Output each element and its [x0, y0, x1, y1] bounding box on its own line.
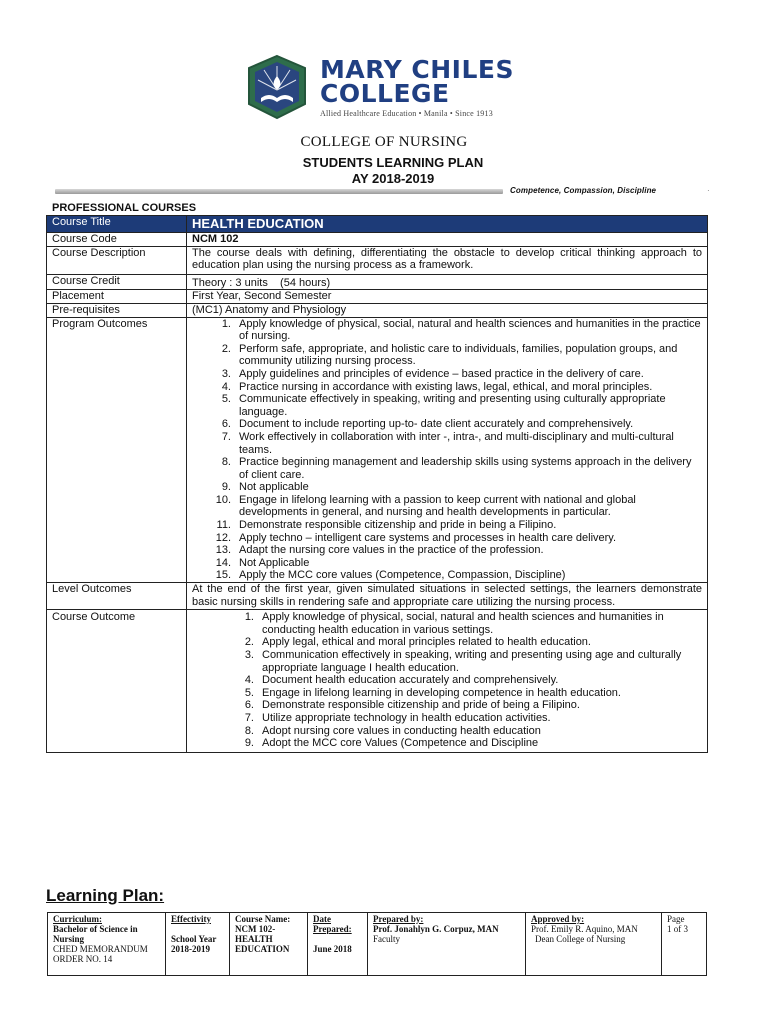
outcome-item [192, 674, 702, 687]
outcome-item [192, 519, 702, 532]
placement-value: First Year, Second Semester [187, 290, 708, 304]
effectivity-value-1: School Year [171, 934, 217, 944]
course-title-value: HEALTH EDUCATION [187, 216, 708, 233]
outcome-number: 13. [215, 544, 231, 557]
brand-tagline: Allied Healthcare Education • Manila • Since 1913 [320, 109, 493, 118]
section-heading: PROFESSIONAL COURSES [52, 202, 197, 214]
header-divider-bar [55, 189, 503, 194]
level-outcomes-value: At the end of the first year, given simulated situations in selected settings, the learners demonstrate basic nursing skills in rendering safe and appropriate care utilizing the nursing process. [187, 583, 708, 610]
brand-block [320, 55, 515, 118]
outcome-text: Apply knowledge of physical, social, natural and health sciences and humanities in conducting health education in various settings. [262, 611, 664, 636]
program-outcomes-row [47, 317, 708, 582]
course-credit-value: Theory : 3 units (54 hours) [187, 274, 708, 290]
date-prepared-label: Date Prepared: [313, 914, 352, 934]
outcome-number: 1. [221, 317, 231, 330]
course-code-value: NCM 102 [187, 233, 708, 247]
level-outcomes-row [47, 583, 708, 610]
course-credit-label: Course Credit [47, 274, 187, 290]
outcome-item [192, 494, 702, 519]
course-description-label: Course Description [47, 246, 187, 274]
outcome-number: 4. [221, 380, 231, 393]
outcome-text: Demonstrate responsible citizenship and pride of being a Filipino. [262, 699, 580, 712]
prepared-by-label: Prepared by: [373, 914, 424, 924]
approved-by-label: Approved by: [531, 914, 585, 924]
brand-name-line2: COLLEGE [320, 79, 450, 108]
outcome-number: 7. [221, 430, 231, 443]
footer-approved-cell [526, 913, 662, 976]
course-info-table [46, 215, 708, 753]
program-outcomes-cell [187, 317, 708, 582]
approved-by-role: Dean College of Nursing [535, 934, 626, 944]
outcome-item [192, 649, 702, 674]
outcome-item [192, 737, 702, 750]
outcome-number: 6. [221, 418, 231, 431]
outcome-text: Apply knowledge of physical, social, natural and health sciences and humanities in the practice of nursing. [239, 317, 701, 343]
outcome-number: 5. [244, 686, 254, 699]
outcome-text: Apply the MCC core values (Competence, Compassion, Discipline) [239, 569, 566, 582]
outcome-text: Perform safe, appropriate, and holistic care to individuals, families, population groups, and community utilizing nursing process. [239, 342, 678, 368]
plan-title: STUDENTS LEARNING PLAN [302, 155, 484, 170]
course-description-row [47, 246, 708, 274]
footer-date-cell [308, 913, 368, 976]
placement-label: Placement [47, 290, 187, 304]
page-label: Page [667, 914, 685, 924]
effectivity-value-2: 2018-2019 [171, 944, 210, 954]
outcome-item [192, 636, 702, 649]
outcome-item [192, 569, 702, 582]
outcome-item [192, 611, 702, 636]
outcome-text: Practice beginning management and leadership skills using systems approach in the delivery of client care. [239, 456, 692, 481]
date-prepared-value: June 2018 [313, 944, 352, 954]
learning-plan-heading: Learning Plan: [46, 886, 165, 905]
course-credit-row [47, 274, 708, 290]
outcome-item [192, 532, 702, 545]
outcome-number: 15. [215, 569, 231, 582]
curriculum-label: Curriculum: [53, 914, 102, 924]
outcome-text: Not Applicable [239, 556, 310, 569]
course-title-label: Course Title [47, 216, 187, 233]
course-code-label: Course Code [47, 233, 187, 247]
document-footer-table [47, 912, 707, 976]
outcome-item [192, 318, 702, 343]
outcome-number: 6. [244, 699, 254, 712]
outcome-number: 9. [244, 737, 254, 750]
outcome-text: Adapt the nursing core values in the practice of the profession. [239, 544, 544, 557]
outcome-item [192, 368, 702, 381]
course-outcome-row [47, 610, 708, 753]
outcome-number: 2. [244, 636, 254, 649]
outcome-item [192, 418, 702, 431]
prerequisites-row [47, 303, 708, 317]
outcome-text: Adopt the MCC core Values (Competence and Discipline [262, 737, 539, 750]
brand-name-line1: MARY CHILES [320, 55, 515, 84]
footer-row [48, 913, 707, 976]
prepared-by-name: Prof. Jonahlyn G. Corpuz, MAN [373, 924, 499, 934]
outcome-text: Document health education accurately and comprehensively. [262, 674, 559, 687]
outcome-number: 7. [244, 711, 254, 724]
outcome-item [192, 725, 702, 738]
prepared-by-role: Faculty [373, 934, 400, 944]
level-outcomes-label: Level Outcomes [47, 583, 187, 610]
prerequisites-label: Pre-requisites [47, 303, 187, 317]
outcome-text: Not applicable [239, 481, 309, 494]
outcome-item [192, 712, 702, 725]
outcome-text: Communicate effectively in speaking, writing and presenting using culturally appropriate language. [239, 393, 666, 418]
academic-year: AY 2018-2019 [351, 171, 435, 186]
outcome-item [192, 381, 702, 394]
outcome-item [192, 456, 702, 481]
outcome-number: 8. [244, 724, 254, 737]
outcome-text: Engage in lifelong learning in developing competence in health education. [262, 686, 621, 699]
outcome-text: Work effectively in collaboration with inter -, intra-, and multi-disciplinary and multi-cultural teams. [239, 430, 674, 456]
footer-curriculum-cell [48, 913, 166, 976]
effectivity-label: Effectivity [171, 914, 211, 924]
outcome-number: 3. [221, 367, 231, 380]
motto-trailing-mark: · [707, 186, 710, 195]
course-name-label: Course Name: [235, 914, 291, 924]
outcome-item [192, 687, 702, 700]
footer-effectivity-cell [166, 913, 230, 976]
outcome-text: Engage in lifelong learning with a passion to keep current with national and global developments in general, and nursing and health developments in particular. [239, 493, 636, 519]
outcome-number: 4. [244, 674, 254, 687]
program-outcomes-label: Program Outcomes [47, 317, 187, 582]
outcome-text: Document to include reporting up-to- date client accurately and comprehensively. [239, 418, 634, 431]
footer-page-cell [662, 913, 707, 976]
program-outcomes-list [192, 318, 702, 582]
outcome-number: 14. [215, 556, 231, 569]
course-name-value: NCM 102- HEALTH EDUCATION [235, 924, 290, 954]
outcome-item [192, 544, 702, 557]
outcome-text: Communication effectively in speaking, writing and presenting using age and culturally appropriate language I health education. [262, 649, 682, 674]
outcome-number: 3. [244, 649, 254, 661]
footer-prepared-cell [368, 913, 526, 976]
footer-course-name-cell [230, 913, 308, 976]
college-logo [236, 54, 318, 120]
course-outcome-cell [187, 610, 708, 753]
outcome-number: 5. [221, 393, 231, 406]
outcome-text: Adopt nursing core values in conducting health education [262, 724, 541, 737]
outcome-text: Apply techno – intelligent care systems and processes in health care delivery. [239, 531, 617, 544]
page-number: 1 of 3 [667, 924, 688, 934]
outcome-item [192, 431, 702, 456]
outcome-item [192, 481, 702, 494]
outcome-number: 12. [215, 531, 231, 544]
outcome-text: Apply guidelines and principles of evidence – based practice in the delivery of care. [239, 367, 644, 380]
outcome-number: 11. [216, 519, 231, 532]
outcome-text: Demonstrate responsible citizenship and pride in being a Filipino. [239, 519, 557, 532]
outcome-number: 10. [215, 493, 231, 506]
outcome-number: 1. [244, 611, 254, 624]
outcome-item [192, 393, 702, 418]
course-title-row [47, 216, 708, 233]
curriculum-memo: CHED MEMORANDUM ORDER NO. 14 [53, 944, 148, 964]
prerequisites-value: (MC1) Anatomy and Physiology [187, 303, 708, 317]
college-motto: Competence, Compassion, Discipline [510, 186, 657, 195]
placement-row [47, 290, 708, 304]
outcome-item [192, 699, 702, 712]
outcome-number: 8. [221, 456, 231, 469]
outcome-item [192, 557, 702, 570]
course-outcome-label: Course Outcome [47, 610, 187, 753]
approved-by-name: Prof. Emily R. Aquino, MAN [531, 924, 638, 934]
curriculum-value: Bachelor of Science in Nursing [53, 924, 138, 944]
outcome-number: 2. [221, 342, 231, 355]
college-name: COLLEGE OF NURSING [300, 134, 468, 150]
course-description-value: The course deals with defining, differentiating the obstacle to develop critical thinking approach to education plan using the nursing process as a framework. [187, 246, 708, 274]
outcome-text: Utilize appropriate technology in health education activities. [262, 711, 551, 724]
outcome-text: Practice nursing in accordance with existing laws, legal, ethical, and moral principles. [239, 380, 653, 393]
outcome-item [192, 343, 702, 368]
course-outcomes-list [192, 611, 702, 750]
outcome-number: 9. [221, 481, 231, 494]
outcome-text: Apply legal, ethical and moral principles related to health education. [262, 636, 591, 649]
course-code-row [47, 233, 708, 247]
